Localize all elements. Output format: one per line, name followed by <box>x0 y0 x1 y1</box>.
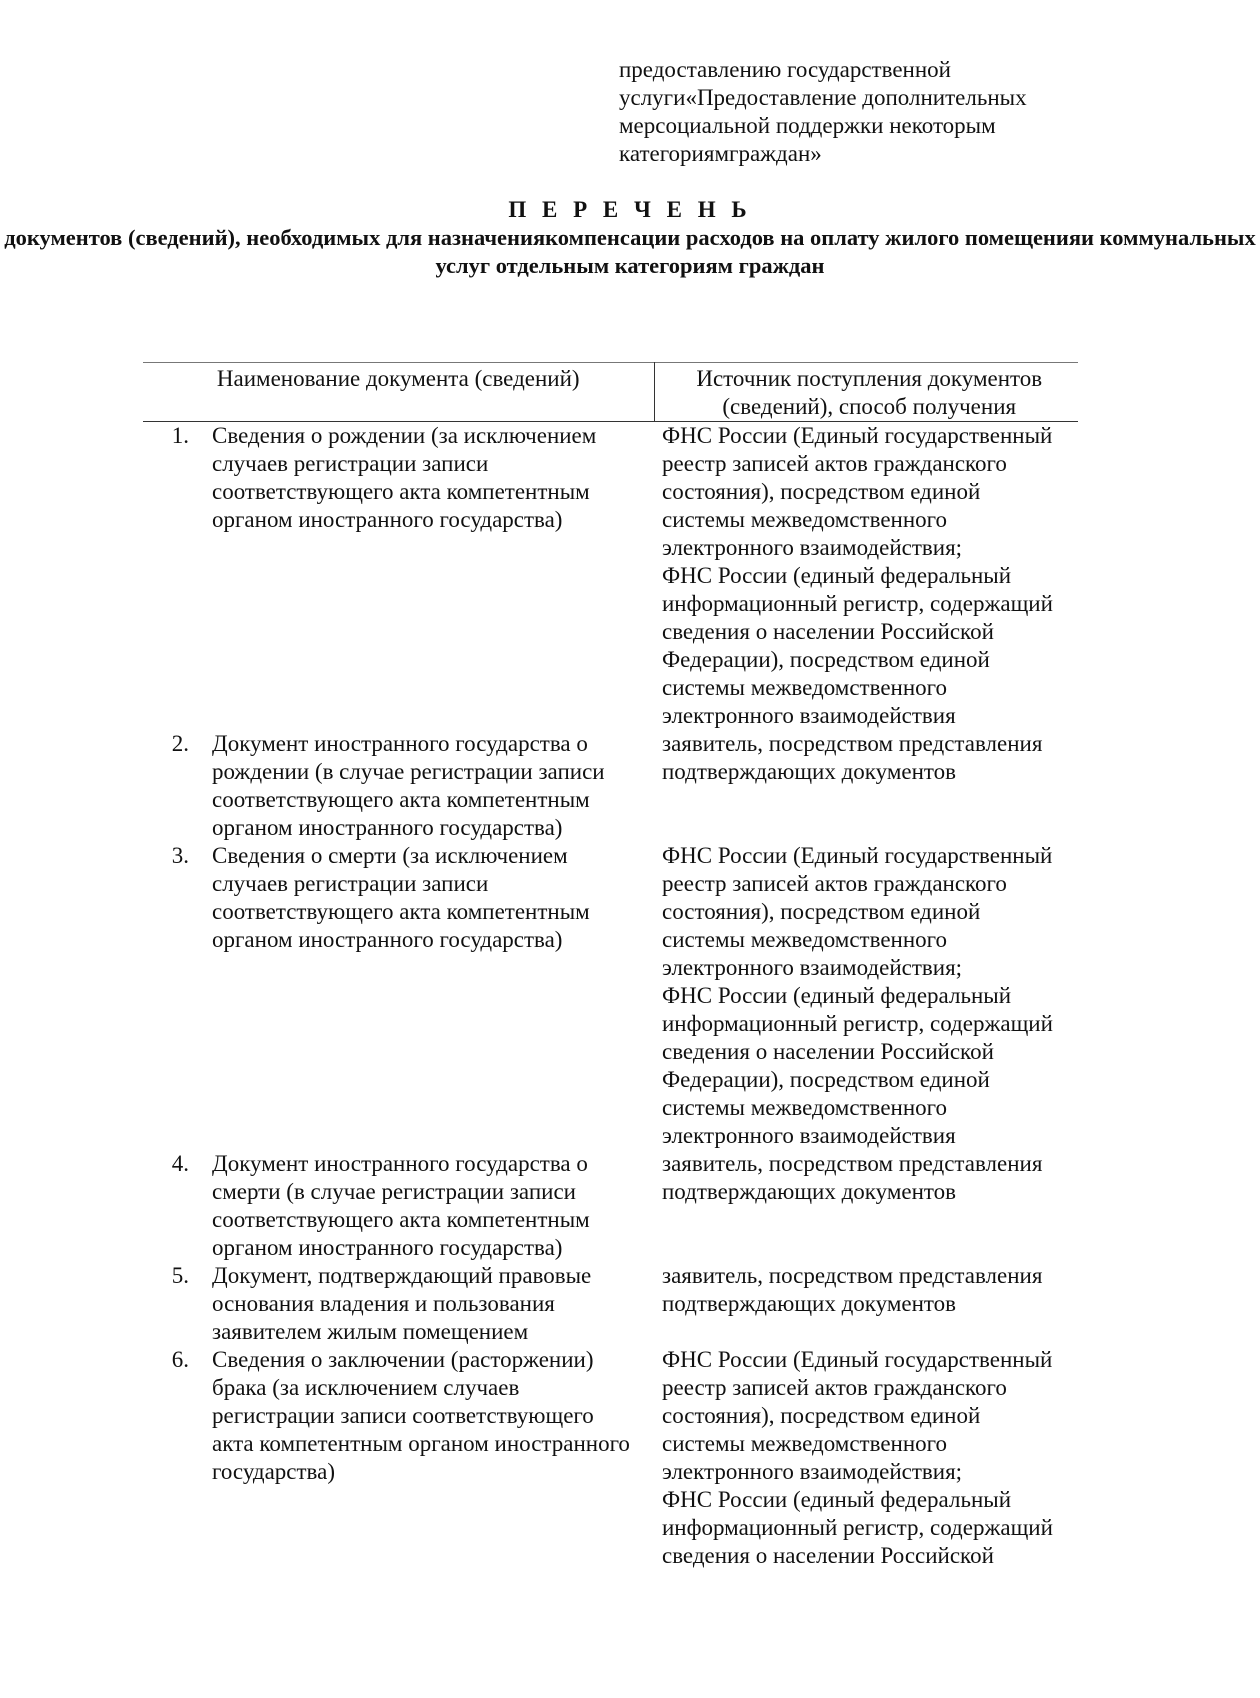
documents-table <box>143 362 1078 1570</box>
text-line: соответствующего акта компетентным <box>212 899 590 924</box>
text-line: компенсации расходов на оплату жилого помещения <box>545 225 1082 250</box>
text-line: системы межведомственного <box>662 927 948 952</box>
text-line: реестр записей актов гражданского <box>662 871 1007 896</box>
text-line: сведения о населении Российской <box>662 1543 994 1568</box>
text-line: сведения о населении Российской <box>662 619 994 644</box>
text-line: граждан» <box>729 141 822 166</box>
text-line: случаев регистрации записи <box>212 871 489 896</box>
text-line: заявитель, посредством представления <box>662 1151 1043 1176</box>
text-line: Сведения о рождении (за исключением <box>212 423 597 448</box>
text-line: Сведения о заключении (расторжении) <box>212 1347 594 1372</box>
text-line: информационный регистр, содержащий <box>662 1011 1053 1036</box>
source-cell <box>654 1262 1078 1346</box>
row-number: 1. <box>171 423 189 448</box>
text-line: Документ, подтверждающий правовые <box>212 1263 592 1288</box>
source-cell <box>654 842 1078 1150</box>
title-heading: П Е Р Е Ч Е Н Ь <box>508 197 752 222</box>
header-document-name <box>143 363 654 422</box>
text-line: состояния), посредством единой <box>662 479 981 504</box>
text-line: состояния), посредством единой <box>662 1403 981 1428</box>
table-body <box>143 422 1078 1571</box>
table-row <box>143 1346 1078 1570</box>
text-line: Документ иностранного государства о <box>212 731 588 756</box>
text-line: ФНС России (единый федеральный <box>662 1487 1012 1512</box>
text-line: рождении (в случае регистрации записи <box>212 759 605 784</box>
document-title <box>0 196 1260 280</box>
title-subtitle <box>0 224 1260 280</box>
text-line: заявителем жилым помещением <box>212 1319 529 1344</box>
table-row <box>143 1262 1078 1346</box>
text-line: заявитель, посредством представления <box>662 1263 1043 1288</box>
text-line: системы межведомственного <box>662 1095 948 1120</box>
text-line: соответствующего акта компетентным <box>212 787 590 812</box>
source-cell <box>654 1346 1078 1570</box>
text-line: ФНС России (Единый государственный <box>662 843 1053 868</box>
text-line: подтверждающих документов <box>662 1179 957 1204</box>
text-line: случаев регистрации записи <box>212 451 489 476</box>
document-name-cell <box>206 1262 654 1346</box>
row-number: 4. <box>171 1151 189 1176</box>
text-line: органом иностранного государства) <box>212 927 563 952</box>
table-header-row <box>143 363 1078 422</box>
text-line: состояния), посредством единой <box>662 899 981 924</box>
text-line: электронного взаимодействия <box>662 703 956 728</box>
text-line: системы межведомственного <box>662 507 948 532</box>
text-line: органом иностранного государства) <box>212 815 563 840</box>
text-line: информационный регистр, содержащий <box>662 591 1053 616</box>
table-row <box>143 730 1078 842</box>
text-line: Федерации), посредством единой <box>662 647 990 672</box>
text-line: информационный регистр, содержащий <box>662 1515 1053 1540</box>
text-line: ФНС России (единый федеральный <box>662 563 1012 588</box>
text-line: Наименование документа (сведений) <box>216 366 580 391</box>
document-name-cell <box>206 1346 654 1570</box>
text-line: соответствующего акта компетентным <box>212 479 590 504</box>
source-cell <box>654 1150 1078 1262</box>
table-row <box>143 1150 1078 1262</box>
text-line: ФНС России (единый федеральный <box>662 983 1012 1008</box>
text-line: Источник поступления документов <box>696 366 1043 391</box>
text-line: электронного взаимодействия; <box>662 955 963 980</box>
text-line: документов (сведений), необходимых для назначения <box>4 225 546 250</box>
document-name-cell <box>206 842 654 1150</box>
text-line: смерти (в случае регистрации записи <box>212 1179 576 1204</box>
text-line: (сведений), способ получения <box>722 394 1017 419</box>
document-name-cell <box>206 730 654 842</box>
text-line: брака (за исключением случаев <box>212 1375 520 1400</box>
text-line: заявитель, посредством представления <box>662 731 1043 756</box>
text-line: системы межведомственного <box>662 1431 948 1456</box>
text-line: государства) <box>212 1459 335 1484</box>
text-line: электронного взаимодействия; <box>662 1459 963 1484</box>
text-line: основания владения и пользования <box>212 1291 555 1316</box>
row-number: 5. <box>171 1263 189 1288</box>
text-line: подтверждающих документов <box>662 759 957 784</box>
text-line: электронного взаимодействия <box>662 1123 956 1148</box>
document-name-cell <box>206 422 654 731</box>
text-line: и коммунальных услуг отдельным категориям граждан <box>435 225 1256 278</box>
row-number: 3. <box>171 843 189 868</box>
table-row <box>143 842 1078 1150</box>
approval-note <box>619 56 1179 168</box>
text-line: регистрации записи соответствующего <box>212 1403 594 1428</box>
text-line: реестр записей актов гражданского <box>662 451 1007 476</box>
text-line: соответствующего акта компетентным <box>212 1207 590 1232</box>
text-line: Документ иностранного государства о <box>212 1151 588 1176</box>
row-number: 2. <box>171 731 189 756</box>
text-line: ФНС России (Единый государственный <box>662 423 1053 448</box>
document-name-cell <box>206 1150 654 1262</box>
text-line: электронного взаимодействия; <box>662 535 963 560</box>
source-cell <box>654 422 1078 731</box>
text-line: акта компетентным органом иностранного <box>212 1431 630 1456</box>
header-source <box>654 363 1078 422</box>
text-line: системы межведомственного <box>662 675 948 700</box>
text-line: предоставлению государственной услуги <box>619 57 951 110</box>
text-line: сведения о населении Российской <box>662 1039 994 1064</box>
text-line: «Предоставление дополнительных мер <box>619 85 1027 138</box>
text-line: реестр записей актов гражданского <box>662 1375 1007 1400</box>
text-line: ФНС России (Единый государственный <box>662 1347 1053 1372</box>
text-line: подтверждающих документов <box>662 1291 957 1316</box>
source-cell <box>654 730 1078 842</box>
text-line: органом иностранного государства) <box>212 507 563 532</box>
text-line: Сведения о смерти (за исключением <box>212 843 568 868</box>
text-line: социальной поддержки некоторым категориям <box>619 113 996 166</box>
text-line: Федерации), посредством единой <box>662 1067 990 1092</box>
text-line: органом иностранного государства) <box>212 1235 563 1260</box>
row-number: 6. <box>171 1347 189 1372</box>
table-row <box>143 422 1078 731</box>
